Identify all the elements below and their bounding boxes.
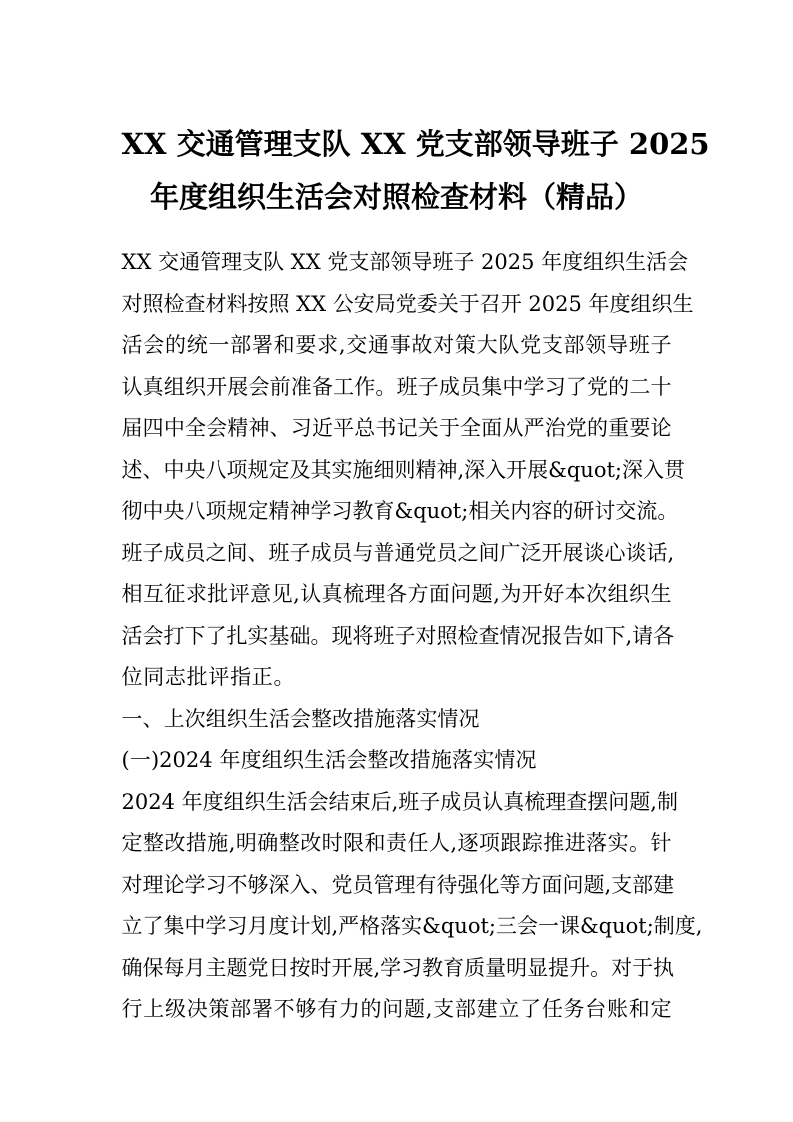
text-line: 活会打下了扎实基础。现将班子对照检查情况报告如下,请各 <box>121 623 675 648</box>
text-line: 相互征求批评意见,认真梳理各方面问题,为开好本次组织生 <box>121 582 672 606</box>
text-line: 班子成员之间、班子成员与普通党员之间广泛开展谈心谈话, <box>121 540 675 565</box>
paragraph-intro <box>121 242 694 699</box>
text-line: 述、中央八项规定及其实施细则精神,深入开展&quot;深入贯 <box>121 457 685 482</box>
text-line: 对理论学习不够深入、党员管理有待强化等方面问题,支部建 <box>121 872 675 897</box>
subsection-heading <box>122 740 672 782</box>
text-line: 届四中全会精神、习近平总书记关于全面从严治党的重要论 <box>121 416 672 440</box>
text-line: 行上级决策部署不够有力的问题,支部建立了任务台账和定 <box>121 997 672 1021</box>
heading-line: (一)2024 年度组织生活会整改措施落实情况 <box>121 748 537 772</box>
title-line-1: XX 交通管理支队 XX 党支部领导班子 2025 <box>121 127 710 161</box>
text-line: 活会的统一部署和要求,交通事故对策大队党支部领导班子 <box>121 333 672 357</box>
document-body <box>121 242 703 1031</box>
text-line: XX 交通管理支队 XX 党支部领导班子 2025 年度组织生活会 <box>121 250 689 274</box>
text-line: 定整改措施,明确整改时限和责任人,逐项跟踪推进落实。针 <box>121 831 672 855</box>
text-line: 2024 年度组织生活会结束后,班子成员认真梳理查摆问题,制 <box>121 789 678 814</box>
text-line: 认真组织开展会前准备工作。班子成员集中学习了党的二十 <box>121 374 672 399</box>
heading-line: 一、上次组织生活会整改措施落实情况 <box>121 706 480 731</box>
section-heading <box>122 699 672 741</box>
text-line: 位同志批评指正。 <box>121 665 295 689</box>
paragraph-rectification <box>121 782 703 1031</box>
title-line-2: 年度组织生活会对照检查材料（精品） <box>150 180 644 214</box>
document-title <box>121 0 710 224</box>
text-line: 对照检查材料按照 XX 公安局党委关于召开 2025 年度组织生 <box>121 291 694 316</box>
text-line: 确保每月主题党日按时开展,学习教育质量明显提升。对于执 <box>121 955 675 980</box>
text-line: 彻中央八项规定精神学习教育&quot;相关内容的研讨交流。 <box>121 499 679 523</box>
text-line: 立了集中学习月度计划,严格落实&quot;三会一课&quot;制度, <box>121 914 703 938</box>
